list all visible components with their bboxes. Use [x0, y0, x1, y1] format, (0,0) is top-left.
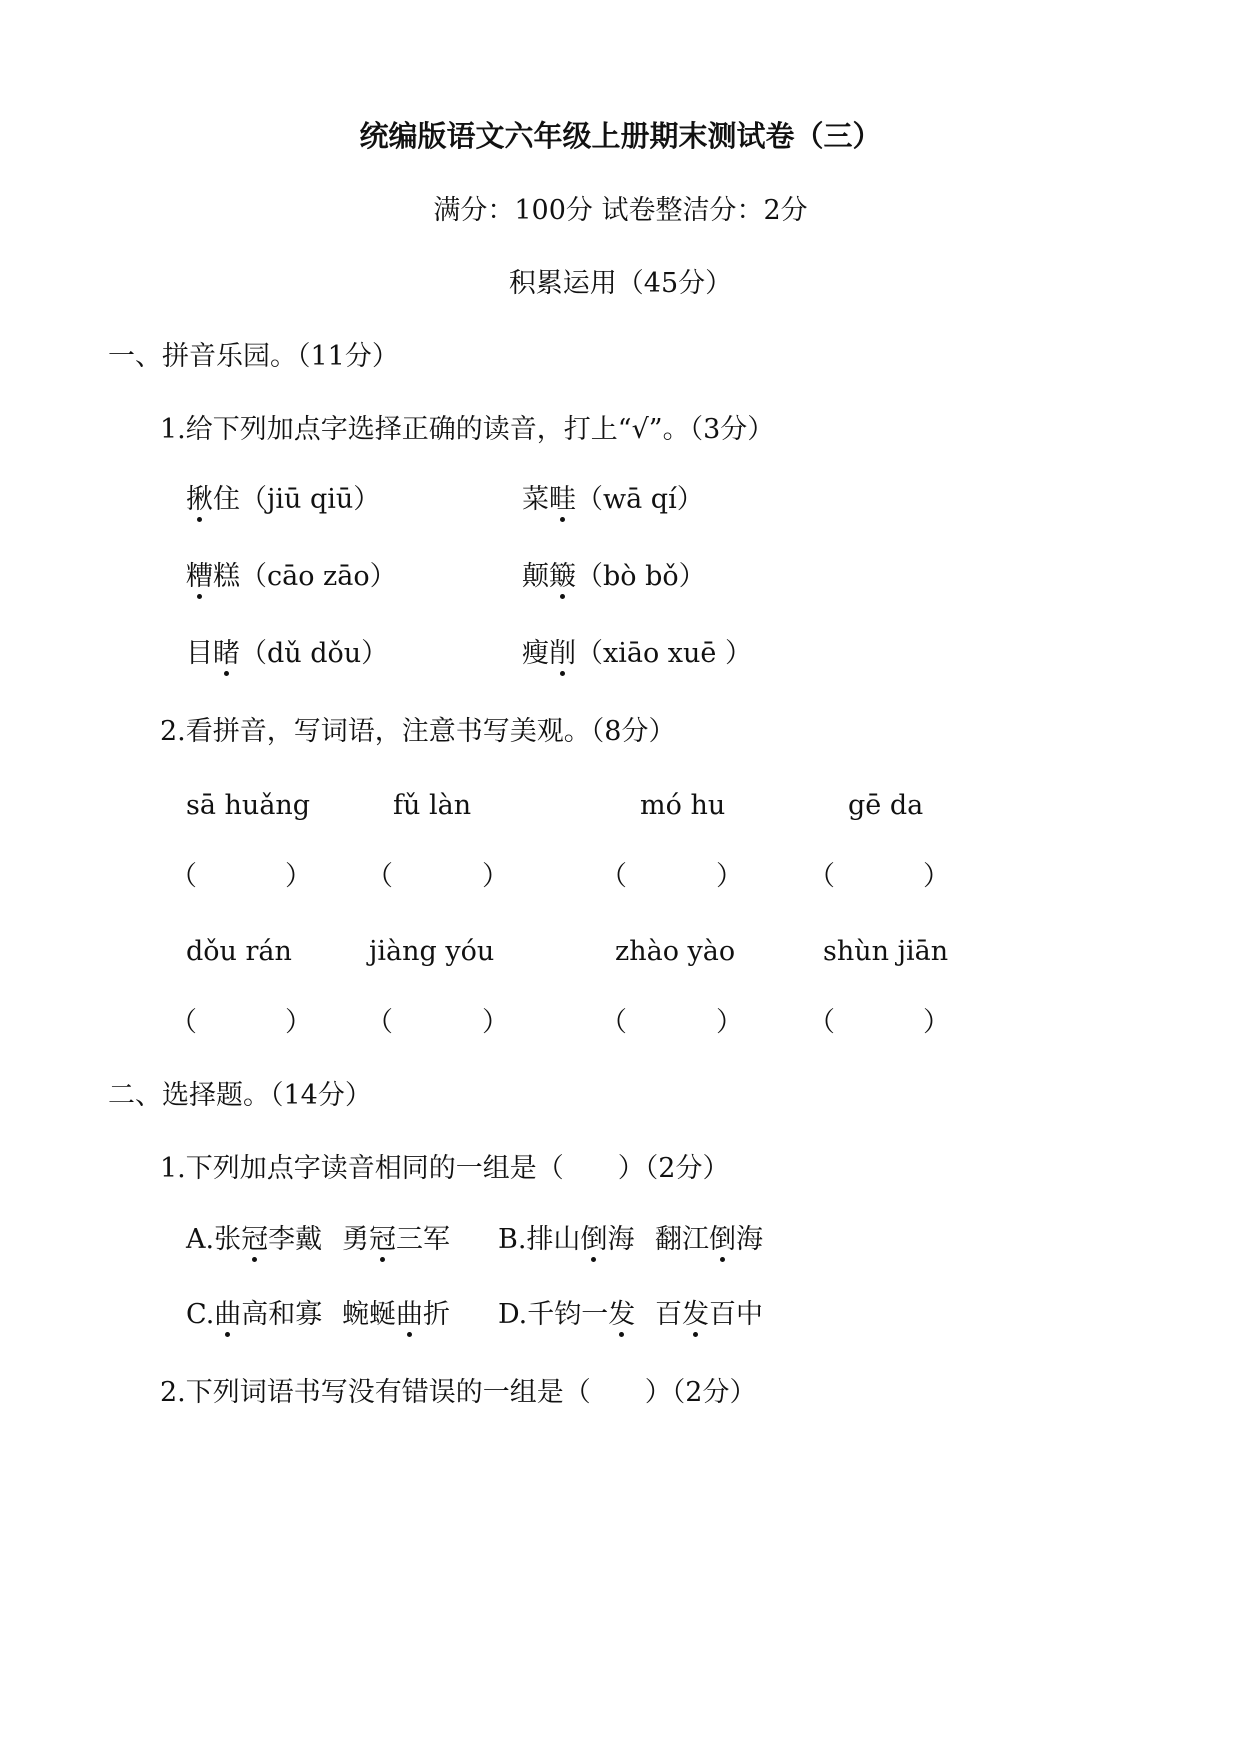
- dotted-char: 簸: [549, 561, 576, 592]
- pinyin-word: shùn jiān: [823, 936, 949, 967]
- section1-q1-prompt: 1.给下列加点字选择正确的读音，打上“√”。（3分）: [160, 414, 775, 445]
- option-d-word2: 百发百中: [655, 1299, 763, 1330]
- option-a-word2: 勇冠三军: [342, 1224, 450, 1255]
- pinyin-options: （jiū qiū）: [240, 484, 381, 515]
- section2-q2-prompt: 2.下列词语书写没有错误的一组是（ ）（2分）: [160, 1377, 757, 1408]
- option-c-word2: 蜿蜒曲折: [342, 1299, 450, 1330]
- dotted-char: 曲: [214, 1299, 242, 1330]
- pinyin-word: mó hu: [640, 790, 726, 821]
- dotted-char: 削: [549, 638, 576, 669]
- option-label: A.: [186, 1224, 215, 1255]
- dotted-char: 睹: [213, 638, 240, 669]
- dotted-char: 冠: [369, 1224, 396, 1255]
- part1-heading: 积累运用（45分）: [508, 268, 733, 299]
- pinyin-item: 菜畦（wā qí）: [522, 484, 704, 515]
- dotted-char: 曲: [396, 1299, 423, 1330]
- dotted-char: 发: [608, 1299, 636, 1330]
- pinyin-item: 瘦削（xiāo xuē ）: [522, 638, 752, 669]
- pinyin-options: （cāo zāo）: [240, 561, 397, 592]
- section1-heading: 一、拼音乐园。（11分）: [108, 341, 399, 372]
- option-label: C.: [186, 1299, 215, 1330]
- pinyin-options: （wā qí）: [576, 484, 704, 515]
- option-b-word2: 翻江倒海: [655, 1224, 763, 1255]
- pinyin-word: fǔ làn: [393, 790, 472, 821]
- option-b: B.排山倒海: [498, 1224, 635, 1255]
- section1-q2-prompt: 2.看拼音，写词语，注意书写美观。（8分）: [160, 716, 676, 747]
- pinyin-options: （bò bǒ）: [576, 561, 706, 592]
- section2-q1-prompt: 1.下列加点字读音相同的一组是（ ）（2分）: [160, 1153, 730, 1184]
- pinyin-word: sā huǎng: [186, 790, 311, 821]
- option-d: D.千钧一发: [498, 1299, 636, 1330]
- pinyin-word: gē da: [848, 790, 924, 821]
- pinyin-word: zhào yào: [615, 936, 736, 967]
- score-line: 满分：100分 试卷整洁分：2分: [433, 195, 808, 226]
- dotted-char: 畦: [549, 484, 576, 515]
- pinyin-item: 目睹（dǔ dǒu）: [186, 638, 389, 669]
- pinyin-options: （dǔ dǒu）: [240, 638, 389, 669]
- pinyin-word: jiàng yóu: [369, 936, 495, 967]
- pinyin-item: 糟糕（cāo zāo）: [186, 561, 397, 592]
- option-c: C.曲高和寡: [186, 1299, 323, 1330]
- pinyin-options: （xiāo xuē ）: [576, 638, 752, 669]
- option-label: B.: [498, 1224, 527, 1255]
- pinyin-item: 揪住（jiū qiū）: [186, 484, 381, 515]
- dotted-char: 倒: [580, 1224, 608, 1255]
- section2-heading: 二、选择题。（14分）: [108, 1080, 372, 1111]
- pinyin-word: dǒu rán: [186, 936, 292, 967]
- dotted-char: 冠: [241, 1224, 269, 1255]
- dotted-char: 揪: [186, 484, 213, 515]
- dotted-char: 发: [682, 1299, 709, 1330]
- dotted-char: 倒: [709, 1224, 736, 1255]
- dotted-char: 糟: [186, 561, 213, 592]
- option-label: D.: [498, 1299, 528, 1330]
- option-a: A.张冠李戴: [186, 1224, 323, 1255]
- page-title: 统编版语文六年级上册期末测试卷（三）: [359, 119, 882, 153]
- pinyin-item: 颠簸（bò bǒ）: [522, 561, 706, 592]
